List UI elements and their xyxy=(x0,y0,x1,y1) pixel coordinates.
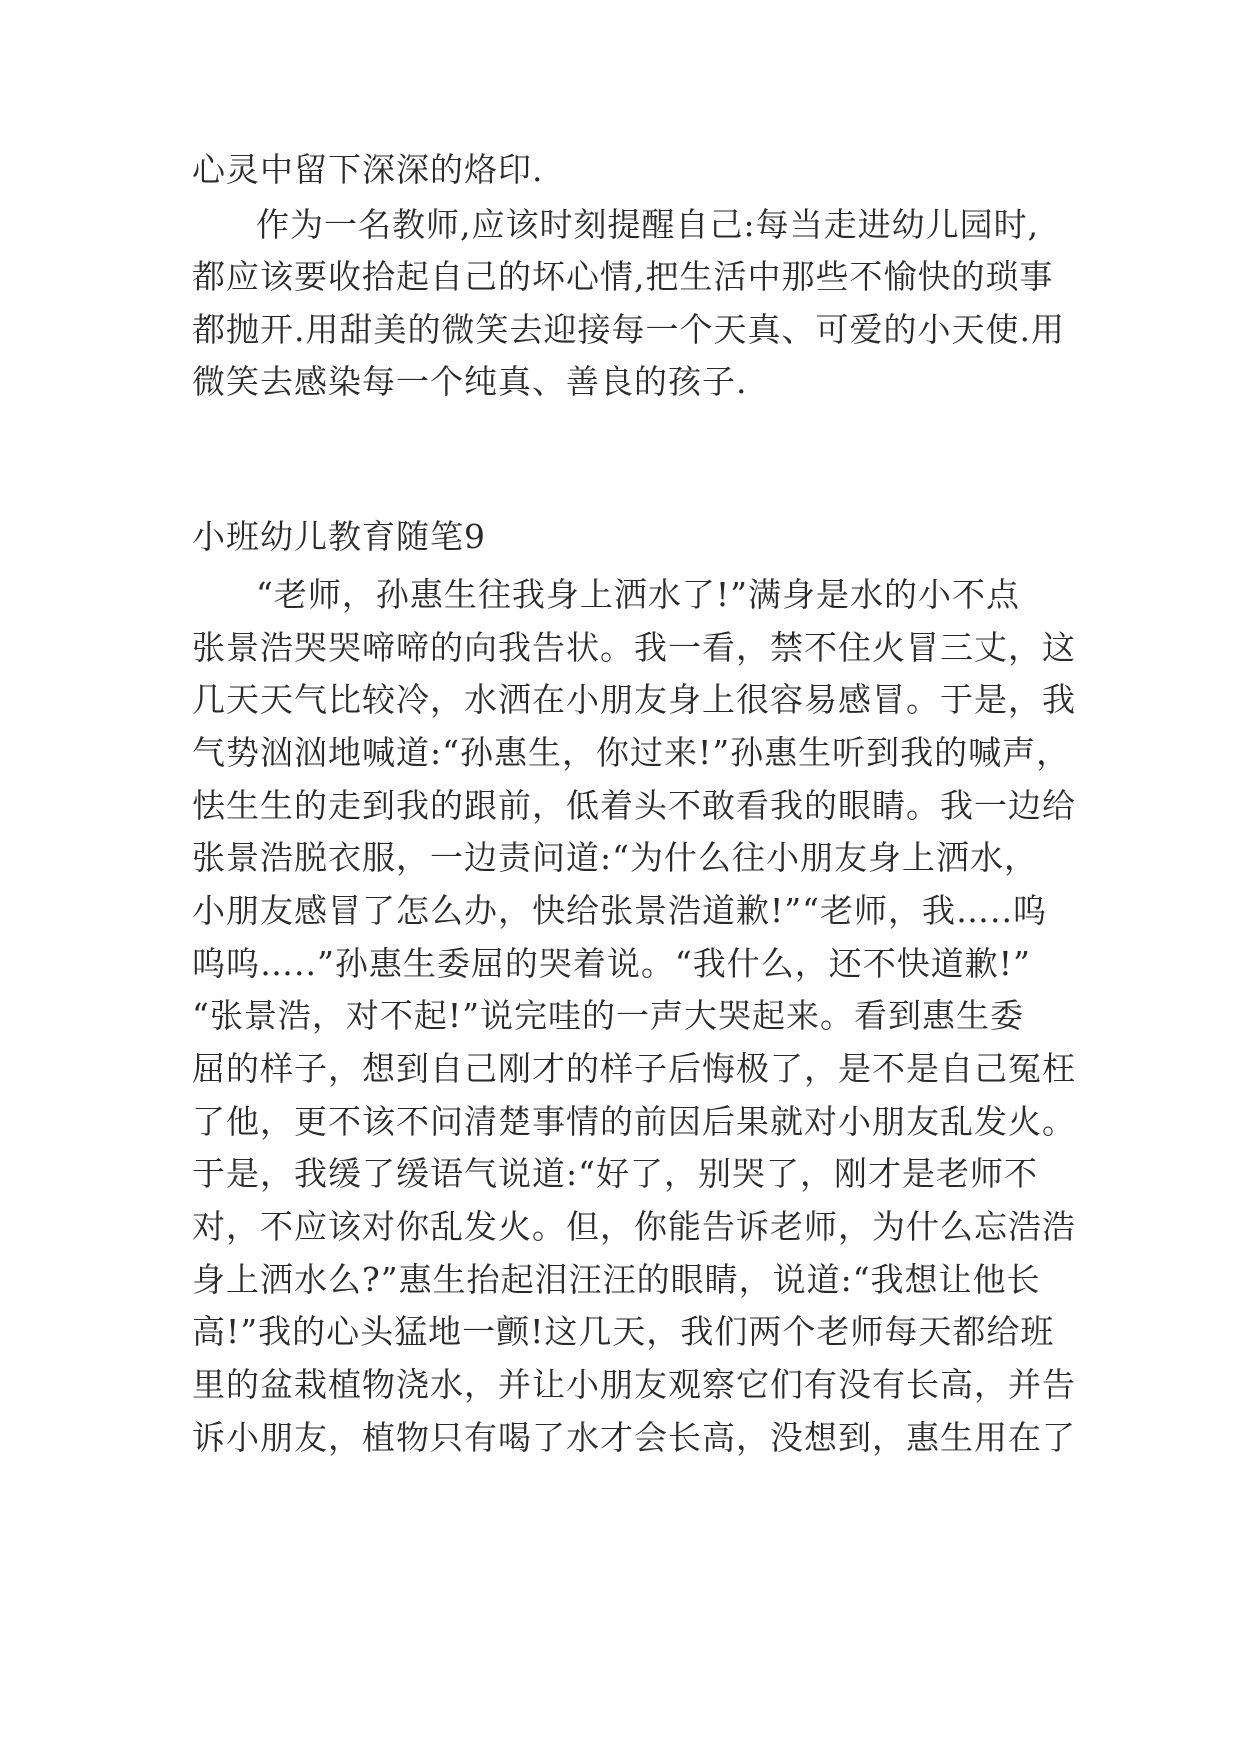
paragraph-line: “张景浩，对不起!”说完哇的一声大哭起来。看到惠生委 xyxy=(192,996,1025,1035)
section-title: 小班幼儿教育随笔9 xyxy=(192,517,486,556)
paragraph-line: 了他，更不该不问清楚事情的前因后果就对小朋友乱发火。 xyxy=(192,1102,1076,1141)
paragraph-line: “老师，孙惠生往我身上洒水了!”满身是水的小不点 xyxy=(256,575,1021,614)
paragraph-line: 小朋友感冒了怎么办，快给张景浩道歉!”“老师，我…..呜 xyxy=(192,891,1047,930)
paragraph-line: 都抛开.用甜美的微笑去迎接每一个天真、可爱的小天使.用 xyxy=(192,310,1065,349)
paragraph-line: 高!”我的心头猛地一颤!这几天，我们两个老师每天都给班 xyxy=(192,1312,1055,1351)
paragraph-line: 张景浩哭哭啼啼的向我告状。我一看，禁不住火冒三丈，这 xyxy=(192,628,1076,667)
paragraph-line: 呜呜…..”孙惠生委屈的哭着说。“我什么，还不快道歉!” xyxy=(192,944,1031,983)
paragraph-line: 张景浩脱衣服，一边责问道:“为什么往小朋友身上洒水， xyxy=(192,838,1038,877)
paragraph-line: 作为一名教师,应该时刻提醒自己:每当走进幼儿园时, xyxy=(256,205,1040,244)
paragraph-line: 诉小朋友，植物只有喝了水才会长高，没想到，惠生用在了 xyxy=(192,1418,1076,1457)
paragraph-line: 心灵中留下深深的烙印. xyxy=(192,150,544,189)
paragraph-line: 几天天气比较冷，水洒在小朋友身上很容易感冒。于是，我 xyxy=(192,680,1076,719)
paragraph-line: 屈的样子，想到自己刚才的样子后悔极了，是不是自己冤枉 xyxy=(192,1049,1076,1088)
paragraph-line: 里的盆栽植物浇水，并让小朋友观察它们有没有长高，并告 xyxy=(192,1365,1076,1404)
paragraph-line: 怯生生的走到我的跟前，低着头不敢看我的眼睛。我一边给 xyxy=(192,786,1076,825)
paragraph-line: 微笑去感染每一个纯真、善良的孩子. xyxy=(192,362,748,401)
paragraph-line: 身上洒水么?”惠生抬起泪汪汪的眼睛，说道:“我想让他长 xyxy=(192,1260,1041,1299)
paragraph-line: 对，不应该对你乱发火。但，你能告诉老师，为什么忘浩浩 xyxy=(192,1207,1076,1246)
paragraph-line: 气势汹汹地喊道:“孙惠生，你过来!”孙惠生听到我的喊声， xyxy=(192,733,1071,772)
paragraph-line: 于是，我缓了缓语气说道:“好了，别哭了，刚才是老师不 xyxy=(192,1154,1038,1193)
paragraph-line: 都应该要收拾起自己的坏心情,把生活中那些不愉快的琐事 xyxy=(192,257,1054,296)
